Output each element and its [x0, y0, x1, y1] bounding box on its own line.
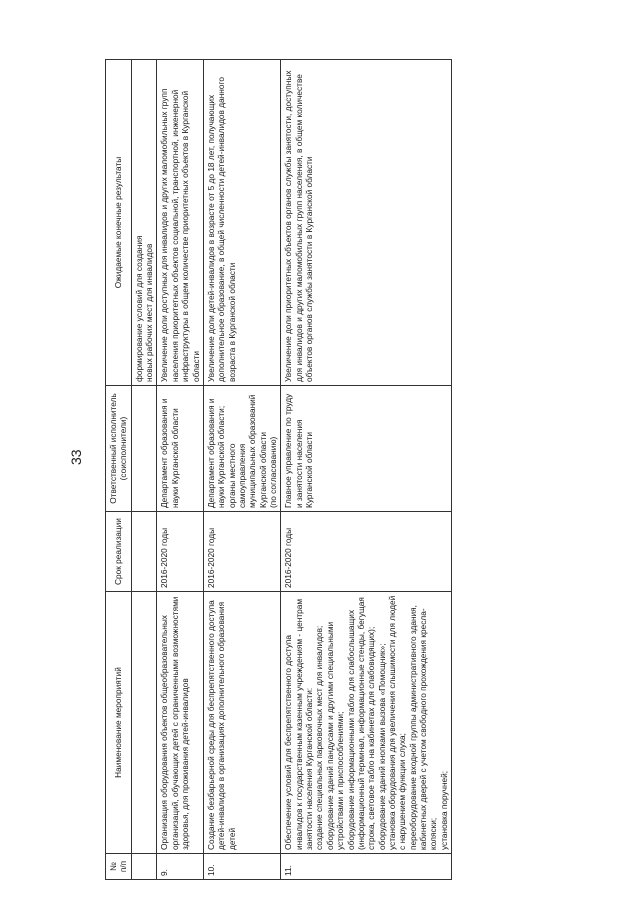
cell-term: 2016-2020 годы	[157, 512, 203, 592]
cell-expected-result: Увеличение доли приоритетных объектов органов службы занятости, доступных для инвалидов и других маломобильных групп населения, в общем количестве объектов органов службы занятости в Курганской области	[281, 60, 452, 386]
cell-number: 10.	[203, 854, 281, 880]
cell-expected-result: формирование условий для создания новых рабочих мест для инвалидов	[131, 60, 157, 386]
header-measure-name: Наименование мероприятий	[106, 592, 132, 854]
measures-table	[105, 59, 452, 880]
header-number: № п/п	[106, 854, 132, 880]
cell-measure-name: Создание безбарьерной среды для беспрепятственного доступа детей-инвалидов в организациях дополнительного образования детей	[203, 592, 281, 854]
table-row-9	[157, 60, 203, 880]
cell-number	[131, 854, 157, 880]
table-header-row	[106, 60, 132, 880]
cell-term: 2016-2020 годы	[203, 512, 281, 592]
cell-term	[131, 512, 157, 592]
cell-term: 2016-2020 годы	[281, 512, 452, 592]
table-row-10	[203, 60, 281, 880]
cell-number: 11.	[281, 854, 452, 880]
rotated-table-container	[105, 60, 605, 880]
page-number: 33	[68, 449, 84, 465]
cell-responsible: Главное управление по труду и занятости населения Курганской области	[281, 386, 452, 512]
cell-measure-name: Обеспечение условий для беспрепятственного доступа инвалидов к государственным казенным учреждениям - центрам занятости населения Курганской области: создание специальных парковочных мест для инвалидов; оборудование зданий пандусами и другими специальными устройствами и приспособлениями; оборудование информационными табло для слабослышащих (информационный терминал, информационные стенды, бегущая строка, световое табло на кабинетах для слабовидящих); оборудование зданий кнопками вызова «Помощник»; установка оборудования для увеличения слышимости для людей с нарушением функции слуха; переоборудование входной группы административного здания, кабинетных дверей с учетом свободного прохождения кресла-коляски; установка поручней;	[281, 592, 452, 854]
cell-expected-result: Увеличение доли детей-инвалидов в возрасте от 5 до 18 лет, получающих дополнительное образование, в общей численности детей-инвалидов данного возраста в Курганской области	[203, 60, 281, 386]
cell-responsible: Департамент образования и науки Курганской области	[157, 386, 203, 512]
cell-measure-name: Организация оборудования объектов общеобразовательных организаций, обучающих детей с ограниченными возможностями здоровья, для проживания детей-инвалидов	[157, 592, 203, 854]
cell-measure-name	[131, 592, 157, 854]
cell-responsible: Департамент образования и науки Курганской области; органы местного самоуправления муниципальных образований Курганской области (по согласованию)	[203, 386, 281, 512]
header-responsible: Ответственный исполнитель (соисполнители)	[106, 386, 132, 512]
table-row-continuation	[131, 60, 157, 880]
cell-number: 9.	[157, 854, 203, 880]
cell-expected-result: Увеличение доли доступных для инвалидов и других маломобильных групп населения приоритетных объектов социальной, транспортной, инженерной инфраструктуры в общем количестве приоритетных объектов в Курганской области	[157, 60, 203, 386]
header-expected-result: Ожидаемые конечные результаты	[106, 60, 132, 386]
header-term: Срок реализации	[106, 512, 132, 592]
cell-responsible	[131, 386, 157, 512]
table-row-11	[281, 60, 452, 880]
